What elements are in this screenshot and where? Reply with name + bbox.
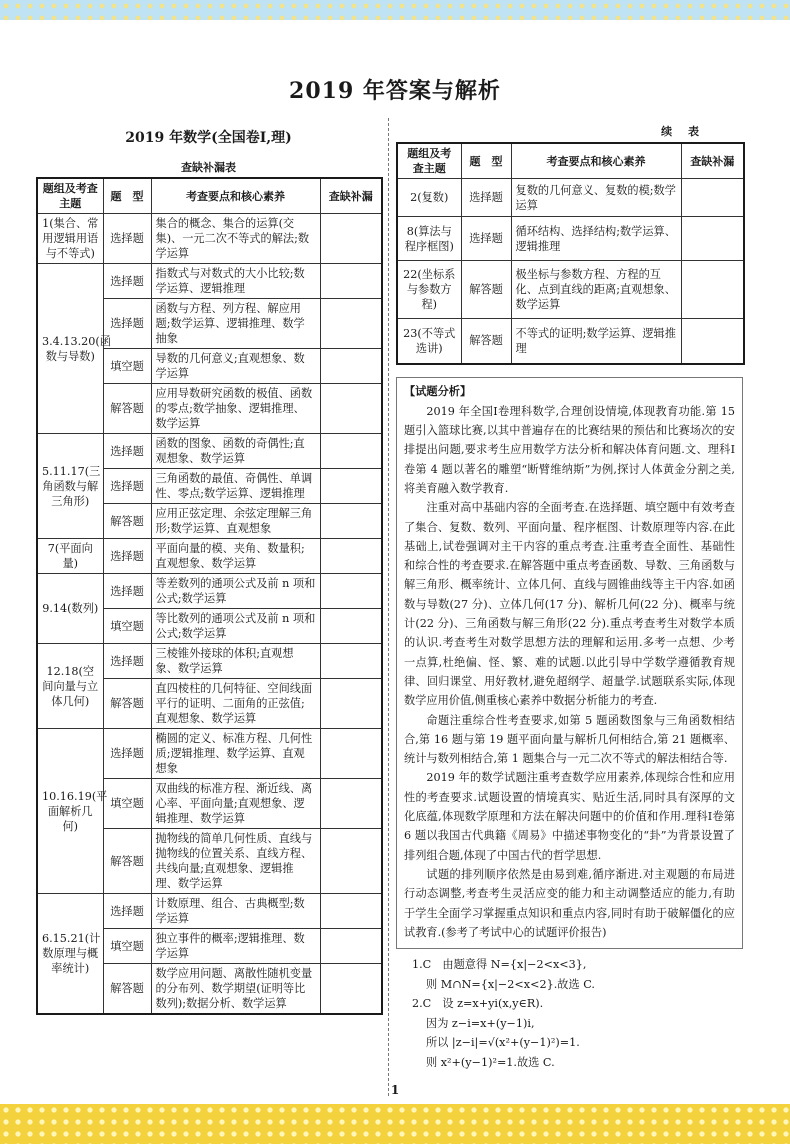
content-cell: 函数与方程、列方程、解应用题;数学运算、逻辑推理、数学抽象 xyxy=(151,299,320,349)
question-type-cell: 选择题 xyxy=(103,264,151,299)
gap-cell xyxy=(320,929,382,964)
topic-cell: 6.15.21(计数原理与概率统计) xyxy=(37,894,103,1015)
content-cell: 循环结构、选择结构;数学运算、逻辑推理 xyxy=(511,217,681,261)
question-type-cell: 解答题 xyxy=(103,504,151,539)
analysis-box xyxy=(396,377,743,950)
topic-cell: 10.16.19(平面解析几何) xyxy=(37,729,103,894)
question-type-cell: 选择题 xyxy=(103,574,151,609)
gap-cell xyxy=(320,264,382,299)
continued-label: 续 表 xyxy=(661,125,705,138)
column-divider xyxy=(388,118,389,1096)
table-row xyxy=(37,264,382,299)
gap-filling-table xyxy=(36,177,383,1015)
content-cell: 双曲线的标准方程、渐近线、离心率、平面向量;直观想象、逻辑推理、数学运算 xyxy=(151,779,320,829)
question-type-cell: 选择题 xyxy=(103,539,151,574)
content-cell: 指数式与对数式的大小比较;数学运算、逻辑推理 xyxy=(151,264,320,299)
topic-cell: 3.4.13.20(函数与导数) xyxy=(37,264,103,434)
analysis-paragraph: 2019 年全国Ⅰ卷理科数学,合理创设情境,体现教育功能.第 15 题引入篮球比赛,以其中普遍存在的比赛结果的预估和比赛场次的安排提出问题,要求考生应用数学方法分析和解决体育问题.文、理科Ⅰ卷第 4 题以著名的雕塑“断臂维纳斯”为例,探讨人体黄金分割之美,将美育融入数学教育. xyxy=(404,404,735,495)
right-column xyxy=(396,122,743,1073)
gap-cell xyxy=(320,214,382,264)
question-type-cell: 选择题 xyxy=(103,469,151,504)
question-type-cell: 选择题 xyxy=(461,217,511,261)
analysis-paragraph: 注重对高中基础内容的全面考查.在选择题、填空题中有效考查了集合、复数、数列、平面向量、程序框图、计数原理等内容.在此基础上,试卷强调对主干内容的重点考查.注重考查全面性、基础性和综合性的考查要求.在解答题中重点考查函数、导数、三角函数与解三角形、概率统计、立体几何、直线与圆锥曲线等主干内容.如函数与导数(27 分)、立体几何(17 分)、解析几何(22 分)、概率与统计(22 分)、三角函数与解三角形(22 分).重点考查考生对数学本质的认识.考查考生对数学思想方法的理解和运用.多考一点想、少考一点算,杜绝偏、怪、繁、难的试题.以此引导中学数学遵循教育规律、回归课堂、用好教材,避免超纲学、超量学.试题联系实际,体现数学应用价值,侧重核心素养中数据分析能力的考查. xyxy=(404,501,735,708)
question-type-cell: 解答题 xyxy=(103,964,151,1015)
header-row xyxy=(37,178,382,214)
table-row xyxy=(37,644,382,679)
column-header: 考查要点和核心素养 xyxy=(511,143,681,179)
topic-cell: 9.14(数列) xyxy=(37,574,103,644)
content-cell: 不等式的证明;数学运算、逻辑推理 xyxy=(511,319,681,364)
content-cell: 复数的几何意义、复数的模;数学运算 xyxy=(511,179,681,217)
gap-cell xyxy=(681,217,744,261)
table-row xyxy=(37,729,382,779)
table-row xyxy=(397,319,744,364)
gap-cell xyxy=(320,894,382,929)
question-type-cell: 解答题 xyxy=(103,384,151,434)
gap-cell xyxy=(320,434,382,469)
content-cell: 函数的图象、函数的奇偶性;直观想象、数学运算 xyxy=(151,434,320,469)
table-row xyxy=(37,434,382,469)
answer-line: 2.C 设 z=x+yi(x,y∈R). xyxy=(412,997,544,1011)
topic-cell: 8(算法与程序框图) xyxy=(397,217,461,261)
continued-table xyxy=(396,142,745,365)
analysis-heading: 【试题分析】 xyxy=(404,383,472,398)
table-row xyxy=(37,574,382,609)
question-type-cell: 选择题 xyxy=(103,729,151,779)
analysis-paragraph: 试题的排列顺序依然是由易到难,循序渐进.对主观题的布局进行动态调整,考查考生灵活应变的能力和主动调整适应的能力,有助于学生全面学习掌握重点知识和重点内容,同时有助于破解僵化的应试教育.(参考了考试中心的试题评价报告) xyxy=(404,867,735,939)
column-header: 题 型 xyxy=(461,143,511,179)
content-cell: 平面向量的模、夹角、数量积;直观想象、数学运算 xyxy=(151,539,320,574)
question-type-cell: 填空题 xyxy=(103,779,151,829)
gap-cell xyxy=(320,679,382,729)
question-type-cell: 填空题 xyxy=(103,929,151,964)
column-header: 考查要点和核心素养 xyxy=(151,178,320,214)
table-row xyxy=(397,261,744,319)
table-row xyxy=(37,894,382,929)
content-cell: 三角函数的最值、奇偶性、单调性、零点;数学运算、逻辑推理 xyxy=(151,469,320,504)
answer-line: 所以 |z−i|=√(x²+(y−1)²)=1. xyxy=(426,1036,580,1050)
answers-section xyxy=(396,955,743,1073)
column-header: 查缺补漏 xyxy=(681,143,744,179)
question-type-cell: 解答题 xyxy=(461,261,511,319)
topic-cell: 7(平面向量) xyxy=(37,539,103,574)
gap-cell xyxy=(320,729,382,779)
topic-cell: 12.18(空间向量与立体几何) xyxy=(37,644,103,729)
page-number: 1 xyxy=(390,1083,400,1097)
answer-line: 1.C 由题意得 N={x|−2<x<3}, xyxy=(412,958,587,972)
gap-cell xyxy=(320,574,382,609)
content-cell: 导数的几何意义;直观想象、数学运算 xyxy=(151,349,320,384)
gap-cell xyxy=(320,539,382,574)
table-caption: 查缺补漏表 xyxy=(181,161,236,174)
page-title: 2019 年答案与解析 xyxy=(289,78,501,104)
content-cell: 应用正弦定理、余弦定理解三角形;数学运算、直观想象 xyxy=(151,504,320,539)
question-type-cell: 填空题 xyxy=(103,609,151,644)
topic-cell: 2(复数) xyxy=(397,179,461,217)
question-type-cell: 解答题 xyxy=(103,829,151,894)
gap-cell xyxy=(681,179,744,217)
content-cell: 直四棱柱的几何特征、空间线面平行的证明、二面角的正弦值;直观想象、数学运算 xyxy=(151,679,320,729)
topic-cell: 5.11.17(三角函数与解三角形) xyxy=(37,434,103,539)
gap-cell xyxy=(320,779,382,829)
exam-subtitle: 2019 年数学(全国卷Ⅰ,理) xyxy=(125,130,292,146)
question-type-cell: 选择题 xyxy=(103,214,151,264)
answer-line: 则 x²+(y−1)²=1.故选 C. xyxy=(426,1056,555,1070)
content-cell: 应用导数研究函数的极值、函数的零点;数学抽象、逻辑推理、数学运算 xyxy=(151,384,320,434)
column-header: 题组及考查主题 xyxy=(37,178,103,214)
gap-cell xyxy=(320,644,382,679)
answer-line: 因为 z−i=x+(y−1)i, xyxy=(426,1016,535,1030)
content-cell: 独立事件的概率;逻辑推理、数学运算 xyxy=(151,929,320,964)
table-row xyxy=(397,217,744,261)
table-row xyxy=(37,539,382,574)
bottom-decorative-band xyxy=(0,1104,790,1144)
content-cell: 抛物线的简单几何性质、直线与抛物线的位置关系、直线方程、共线向量;直观想象、逻辑推理、数学运算 xyxy=(151,829,320,894)
topic-cell: 23(不等式选讲) xyxy=(397,319,461,364)
analysis-paragraph: 2019 年的数学试题注重考查数学应用素养,体现综合性和应用性的考查要求.试题设置的情境真实、贴近生活,同时具有深厚的文化底蕴,体现数学原理和方法在解决问题中的价值和作用.理科Ⅰ卷第 6 题以我国古代典籍《周易》中描述事物变化的“卦”为背景设置了排列组合题,体现了中国古代的哲学思想. xyxy=(404,771,735,862)
content-cell: 数学应用问题、离散性随机变量的分布列、数学期望(证明等比数列);数据分析、数学运算 xyxy=(151,964,320,1015)
gap-cell xyxy=(320,469,382,504)
gap-cell xyxy=(320,299,382,349)
content-cell: 三棱锥外接球的体积;直观想象、数学运算 xyxy=(151,644,320,679)
content-cell: 极坐标与参数方程、方程的互化、点到直线的距离;直观想象、数学运算 xyxy=(511,261,681,319)
question-type-cell: 选择题 xyxy=(103,299,151,349)
answer-line: 则 M∩N={x|−2<x<2}.故选 C. xyxy=(426,977,595,991)
gap-cell xyxy=(320,504,382,539)
gap-cell xyxy=(320,964,382,1015)
column-header: 题 型 xyxy=(103,178,151,214)
content-cell: 椭圆的定义、标准方程、几何性质;逻辑推理、数学运算、直观想象 xyxy=(151,729,320,779)
gap-cell xyxy=(320,384,382,434)
gap-cell xyxy=(320,349,382,384)
left-column xyxy=(36,126,381,1015)
gap-cell xyxy=(681,261,744,319)
column-header: 查缺补漏 xyxy=(320,178,382,214)
analysis-paragraph: 命题注重综合性考查要求,如第 5 题函数图象与三角函数相结合,第 16 题与第 19 题平面向量与解析几何相结合,第 21 题概率、统计与数列相结合,第 1 题集合与一元二次不等式的解法相结合等. xyxy=(404,713,735,766)
question-type-cell: 选择题 xyxy=(103,894,151,929)
table-row xyxy=(37,214,382,264)
content-cell: 等差数列的通项公式及前 n 项和公式;数学运算 xyxy=(151,574,320,609)
question-type-cell: 填空题 xyxy=(103,349,151,384)
top-decorative-band xyxy=(0,0,790,20)
question-type-cell: 选择题 xyxy=(461,179,511,217)
content-cell: 等比数列的通项公式及前 n 项和公式;数学运算 xyxy=(151,609,320,644)
question-type-cell: 选择题 xyxy=(103,644,151,679)
content-cell: 集合的概念、集合的运算(交集)、一元二次不等式的解法;数学运算 xyxy=(151,214,320,264)
gap-cell xyxy=(320,829,382,894)
question-type-cell: 解答题 xyxy=(461,319,511,364)
column-header: 题组及考查主题 xyxy=(397,143,461,179)
header-row xyxy=(397,143,744,179)
gap-cell xyxy=(681,319,744,364)
table-row xyxy=(397,179,744,217)
gap-cell xyxy=(320,609,382,644)
topic-cell: 1(集合、常用逻辑用语与不等式) xyxy=(37,214,103,264)
content-cell: 计数原理、组合、古典概型;数学运算 xyxy=(151,894,320,929)
question-type-cell: 选择题 xyxy=(103,434,151,469)
question-type-cell: 解答题 xyxy=(103,679,151,729)
topic-cell: 22(坐标系与参数方程) xyxy=(397,261,461,319)
